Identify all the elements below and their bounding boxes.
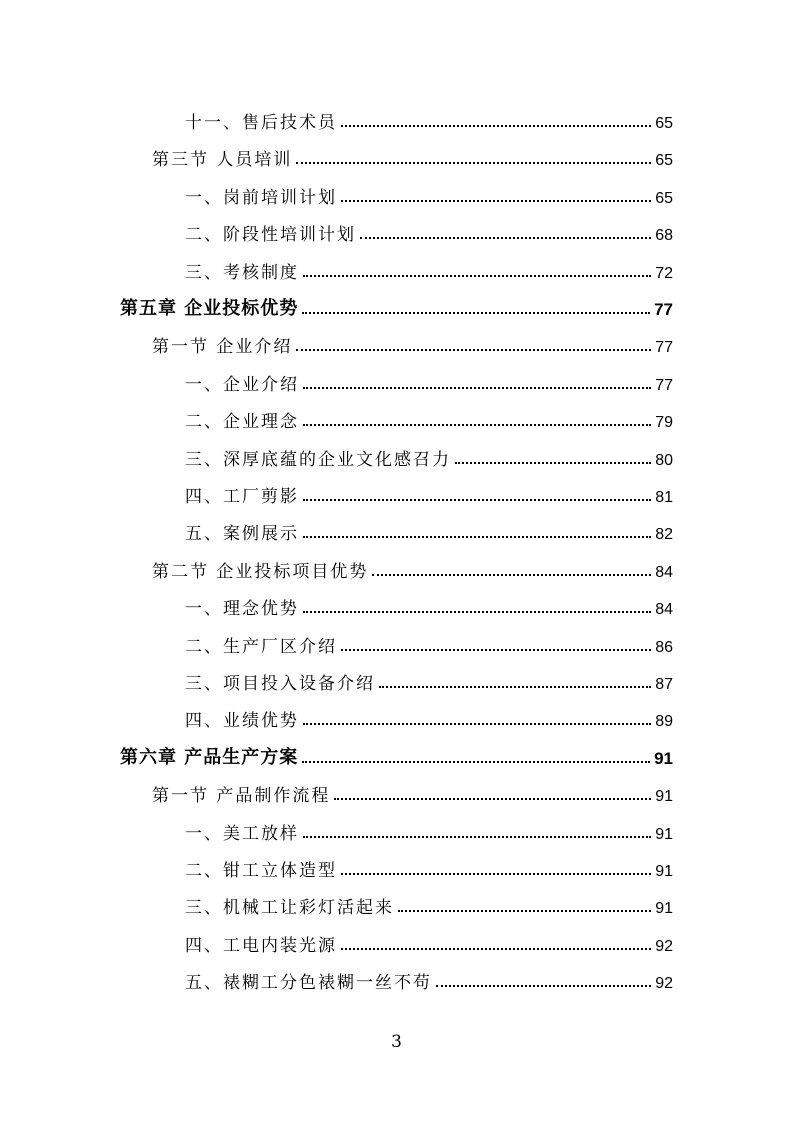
toc-entry-title: 三、机械工让彩灯活起来: [185, 898, 394, 919]
toc-entry-page: 91: [655, 900, 673, 918]
toc-entry-page: 86: [655, 638, 673, 656]
toc-chapter-entry[interactable]: [120, 294, 673, 320]
toc-entry[interactable]: [152, 144, 673, 170]
toc-entry-page: 65: [655, 152, 673, 170]
dot-leader: [303, 611, 651, 613]
dot-leader: [334, 798, 651, 800]
toc-entry-title: 一、理念优势: [185, 599, 299, 620]
dot-leader: [360, 237, 651, 239]
toc-entry-page: 68: [655, 227, 673, 245]
toc-entry-page: 81: [655, 489, 673, 506]
toc-entry-title: 一、企业介绍: [185, 374, 299, 395]
toc-entry-page: 92: [655, 975, 673, 993]
toc-entry-title: 五、裱糊工分色裱糊一丝不苟: [185, 973, 432, 994]
dot-leader: [303, 499, 651, 501]
toc-entry-title: 第三节 人员培训: [152, 150, 293, 171]
toc-entry-title: 第一节 产品制作流程: [152, 786, 331, 807]
toc-entry-title: 二、企业理念: [185, 412, 299, 433]
dot-leader: [341, 125, 651, 127]
dot-leader: [296, 349, 651, 351]
toc-entry-page: 77: [654, 300, 673, 319]
toc-entry[interactable]: [185, 967, 673, 993]
toc-entry[interactable]: [185, 257, 673, 283]
toc-entry-page: 91: [654, 748, 673, 768]
dot-leader: [296, 162, 651, 164]
toc-entry-title: 五、案例展示: [185, 524, 299, 545]
toc-entry[interactable]: [152, 556, 673, 582]
toc-entry-page: 91: [655, 788, 673, 806]
dot-leader: [303, 836, 651, 838]
toc-entry-title: 第一节 企业介绍: [152, 337, 293, 358]
toc-entry-title: 十一、售后技术员: [185, 113, 337, 133]
toc-entry[interactable]: [185, 705, 673, 731]
toc-entry[interactable]: [152, 780, 673, 806]
toc-entry-page: 84: [655, 563, 673, 581]
toc-entry[interactable]: [185, 369, 673, 395]
toc-entry[interactable]: [152, 331, 673, 357]
toc-entry[interactable]: [185, 182, 673, 208]
dot-leader: [303, 536, 651, 538]
dot-leader: [302, 312, 650, 314]
toc-entry-title: 三、考核制度: [185, 262, 299, 283]
toc-entry[interactable]: [185, 107, 673, 133]
toc-entry[interactable]: [185, 444, 673, 470]
toc-entry[interactable]: [185, 892, 673, 918]
toc-entry-page: 65: [655, 189, 673, 207]
toc-entry-page: 82: [655, 526, 673, 544]
dot-leader: [302, 761, 650, 763]
toc-entry-title: 二、阶段性培训计划: [185, 225, 356, 246]
dot-leader: [303, 275, 651, 277]
dot-leader: [455, 462, 651, 464]
toc-entry-title: 四、工电内装光源: [185, 935, 337, 956]
toc-entry-page: 84: [655, 601, 673, 619]
toc-entry-title: 四、工厂剪影: [185, 487, 299, 507]
toc-entry-page: 77: [655, 376, 673, 394]
toc-entry-page: 72: [655, 264, 673, 282]
page-number: 3: [391, 1032, 402, 1052]
toc-entry-title: 三、项目投入设备介绍: [185, 674, 375, 694]
toc-entry-title: 第六章 产品生产方案: [120, 746, 299, 768]
toc-entry[interactable]: [185, 593, 673, 619]
toc-entry-title: 四、业绩优势: [185, 711, 299, 732]
toc-entry-page: 87: [655, 676, 673, 693]
dot-leader: [379, 686, 651, 688]
toc-entry[interactable]: [185, 818, 673, 844]
toc-entry-page: 77: [655, 339, 673, 357]
dot-leader: [436, 985, 651, 987]
toc-entry[interactable]: [185, 481, 673, 507]
toc-entry[interactable]: [185, 406, 673, 432]
toc-entry-title: 二、生产厂区介绍: [185, 636, 337, 657]
dot-leader: [398, 910, 651, 912]
toc-entry[interactable]: [185, 855, 673, 881]
toc-chapter-entry[interactable]: [120, 743, 673, 769]
toc-entry-title: 二、钳工立体造型: [185, 861, 337, 881]
dot-leader: [303, 424, 651, 426]
toc-entry-page: 65: [655, 115, 673, 132]
dot-leader: [341, 948, 651, 950]
toc-entry-title: 一、美工放样: [185, 823, 299, 844]
toc-entry[interactable]: [185, 631, 673, 657]
toc-entry[interactable]: [185, 930, 673, 956]
dot-leader: [372, 574, 651, 576]
toc-entry[interactable]: [185, 219, 673, 245]
dot-leader: [341, 873, 651, 875]
toc-entry-title: 一、岗前培训计划: [185, 187, 337, 208]
toc-entry-page: 91: [655, 863, 673, 880]
toc-entry-page: 80: [655, 451, 673, 469]
toc-entry-page: 89: [655, 713, 673, 731]
toc-entry-title: 三、深厚底蕴的企业文化感召力: [185, 449, 451, 470]
dot-leader: [303, 723, 651, 725]
dot-leader: [341, 649, 651, 651]
dot-leader: [303, 387, 651, 389]
dot-leader: [341, 200, 651, 202]
toc-entry-page: 92: [655, 937, 673, 955]
toc-entry-page: 79: [655, 414, 673, 432]
toc-entry[interactable]: [185, 668, 673, 694]
toc-entry-title: 第五章 企业投标优势: [120, 298, 299, 319]
toc-entry-page: 91: [655, 825, 673, 843]
toc-entry-title: 第二节 企业投标项目优势: [152, 561, 369, 582]
toc-entry[interactable]: [185, 518, 673, 544]
